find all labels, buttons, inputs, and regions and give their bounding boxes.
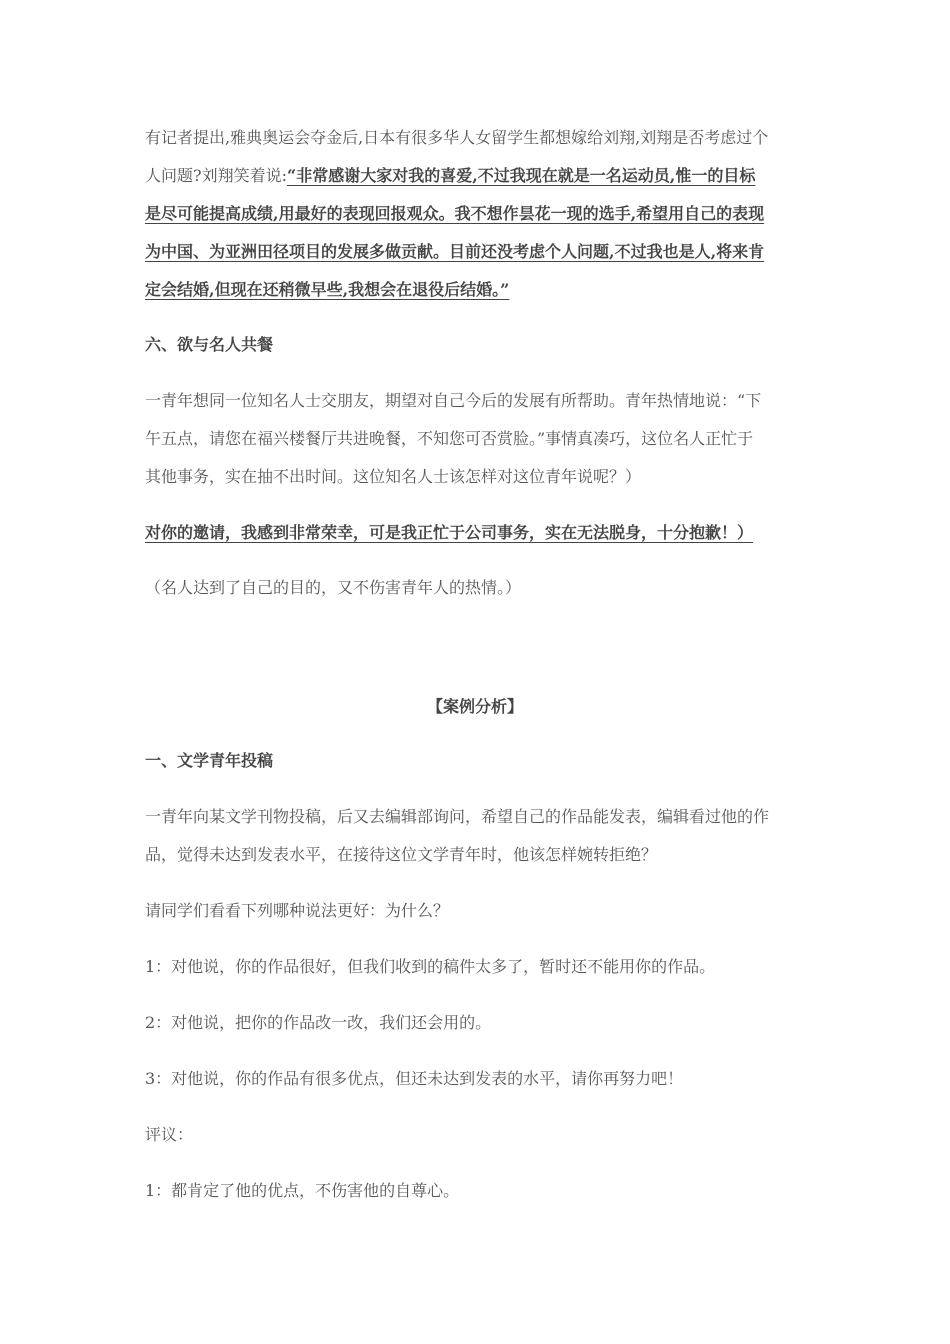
section6-note: （名人达到了自己的目的，又不伤害青年人的热情。） xyxy=(145,578,522,597)
case-para-line-1: 一青年向某文学刊物投稿，后又去编辑部询问，希望自己的作品能发表，编辑看过他的作 xyxy=(145,807,770,826)
section6-para-line-2: 午五点，请您在福兴楼餐厅共进晚餐，不知您可否赏脸。”事情真凑巧，这位名人正忙于 xyxy=(145,429,754,448)
case-para-line-2: 品，觉得未达到发表水平，在接待这位文学青年时，他该怎样婉转拒绝？ xyxy=(145,845,658,864)
case-question: 请同学们看看下列哪种说法更好：为什么？ xyxy=(145,901,450,920)
quote-line-2: 是尽可能提高成绩,用最好的表现回报观众。我不想作昙花一现的选手,希望用自己的表现 xyxy=(145,204,765,223)
case-analysis-title: 【案例分析】 xyxy=(426,697,523,716)
quote-line-4: 定会结婚,但现在还稍微早些,我想会在退役后结婚。” xyxy=(145,280,510,299)
case-option-1: 1：对他说，你的作品很好，但我们收到的稿件太多了，暂时还不能用你的作品。 xyxy=(145,957,716,976)
quote-line-3: 为中国、为亚洲田径项目的发展多做贡献。目前还没考虑个人问题,不过我也是人,将来肯 xyxy=(145,242,765,261)
section6-answer: 对你的邀请，我感到非常荣幸，可是我正忙于公司事务，实在无法脱身，十分抱歉！） xyxy=(145,523,754,542)
case-comment-1: 1：都肯定了他的优点，不伤害他的自尊心。 xyxy=(145,1181,460,1200)
intro-line-1: 有记者提出,雅典奥运会夺金后,日本有很多华人女留学生都想嫁给刘翔,刘翔是否考虑过个 xyxy=(145,128,769,147)
case-option-3: 3：对他说，你的作品有很多优点，但还未达到发表的水平，请你再努力吧！ xyxy=(145,1069,684,1088)
intro-line-2-prefix: 人问题?刘翔笑着说: xyxy=(145,166,287,185)
case-heading-1: 一、文学青年投稿 xyxy=(145,751,274,770)
section-heading-6: 六、欲与名人共餐 xyxy=(145,335,274,354)
quote-line-1: “非常感谢大家对我的喜爱,不过我现在就是一名运动员,惟一的目标 xyxy=(286,166,756,185)
intro-line-2 xyxy=(145,157,805,195)
case-comment-label: 评议： xyxy=(145,1125,194,1144)
section6-para-line-3: 其他事务，实在抽不出时间。这位知名人士该怎样对这位青年说呢？） xyxy=(145,467,642,486)
case-option-2: 2：对他说，把你的作品改一改，我们还会用的。 xyxy=(145,1013,492,1032)
section6-para-line-1: 一青年想同一位知名人士交朋友，期望对自己今后的发展有所帮助。青年热情地说：“下 xyxy=(145,391,762,410)
